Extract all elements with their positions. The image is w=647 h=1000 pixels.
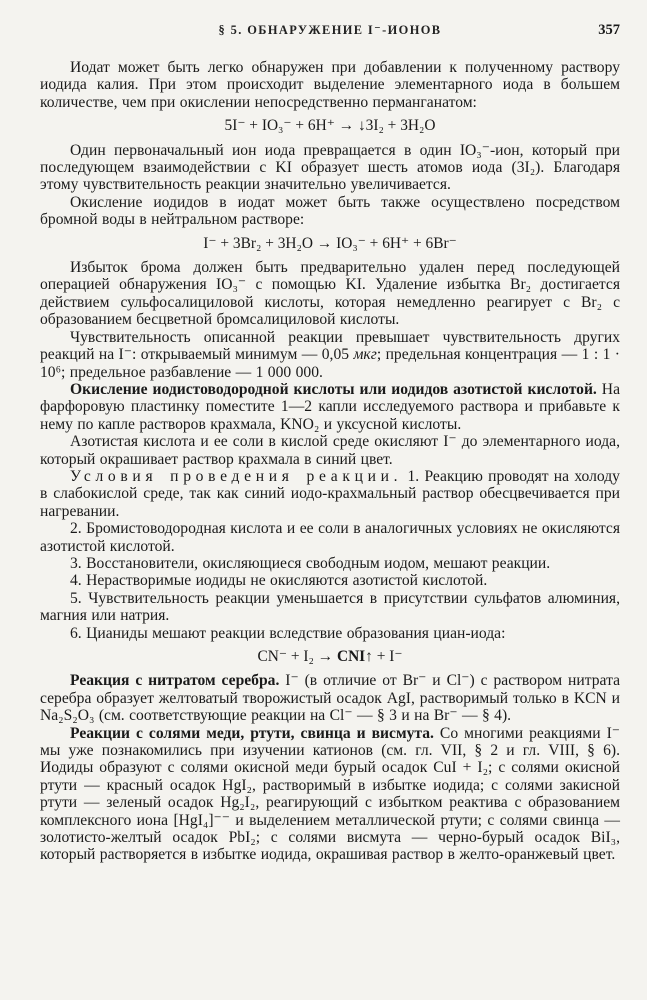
equation-cyanide xyxy=(40,648,620,665)
cyanide-eq-right: + I⁻ xyxy=(372,648,403,665)
paragraph-sensitivity xyxy=(40,329,620,381)
nitrous-oxidation-lead: Окисление иодистоводородной кислоты или иодидов азотистой кислотой. xyxy=(70,380,597,398)
metal-salts-lead: Реакции с солями меди, ртути, свинца и висмута. xyxy=(70,724,434,742)
conditions-item-5: 5. Чувствительность реакции уменьшается в присутствии сульфатов алюминия, магния или натрия. xyxy=(40,589,620,625)
conditions-item-1: 1. Реакцию проводят на холоду в слабокислой среде, так как синий иодо-крахмальный раствор обесцвечивается при нагревании. xyxy=(40,467,620,520)
cyanide-eq-left: CN⁻ + I₂ → xyxy=(257,648,337,665)
sensitivity-text-start: Чувствительность описанной реакции превышает чувствительность других реакций на I⁻: открываемый минимум — 0,05 xyxy=(40,328,620,364)
paragraph-io3-ion: Один первоначальный ион иода превращается в один IO₃⁻-ион, который при последующем взаимодействии с KI образует шесть атомов иода (3I₂). Благодаря этому чувствительность реакции значительно увеличивается. xyxy=(40,141,620,194)
paragraph-metal-salts xyxy=(40,725,620,864)
paragraph-reaction-conditions xyxy=(40,468,620,520)
equation-bromine-oxidation: I⁻ + 3Br₂ + 3H₂O → IO₃⁻ + 6H⁺ + 6Br⁻ xyxy=(203,234,457,252)
equation-iodate-reduction: 5I⁻ + IO₃⁻ + 6H⁺ → ↓3I₂ + 3H₂O xyxy=(224,117,436,135)
page-number: 357 xyxy=(598,22,620,38)
sensitivity-text-end: ; предельная концентрация — 1 : 1 · 10⁶; предельное разбавление — 1 000 000. xyxy=(40,346,620,381)
unit-mkg-italic: мкг xyxy=(353,346,377,364)
cyanide-eq-product: CNI↑ xyxy=(336,648,373,665)
nitrous-oxidation-rest: На фарфоровую пластинку поместите 1—2 капли исследуемого раствора и прибавьте к нему по капле растворов крахмала, KNO₂ и уксусной кислоты. xyxy=(40,380,620,433)
conditions-item-6: 6. Цианиды мешают реакции вследствие образования циан-иода: xyxy=(70,624,506,642)
conditions-item-3: 3. Восстановители, окисляющиеся свободным иодом, мешают реакции. xyxy=(70,554,551,572)
paragraph-nitrous-acid-action: Азотистая кислота и ее соли в кислой среде окисляют I⁻ до элементарного иода, который окрашивает раствор крахмала в синий цвет. xyxy=(40,433,620,468)
paragraph-silver-nitrate xyxy=(40,672,620,724)
page-body xyxy=(40,59,620,864)
paragraph-excess-bromine: Избыток брома должен быть предварительно удален перед последующей операцией обнаружения IO₃⁻ с помощью KI. Удаление избытка Br₂ достигается действием сульфосалициловой кислоты, которая немедленно реагирует с Br₂ с образованием бесцветной бромсалициловой кислоты. xyxy=(40,259,620,329)
paragraph-bromine-water: Окисление иодидов в иодат может быть также осуществлено посредством бромной воды в нейтральном растворе: xyxy=(40,193,620,229)
metal-salts-rest: Со многими реакциями I⁻ мы уже познакомились при изучении катионов (см. гл. VII, § 2 и гл. VIII, § 6). Иодиды образуют с солями окисной меди бурый осадок CuI + I₂; с солями окисной ртути — красный осадок HgI₂, растворимый в избытке иодида; с солями закисной ртути — зеленый осадок Hg₂I₂, реагирующий с избытком реактива с образованием комплексного иона [HgI₄]⁻⁻ и выделением металлической ртути; с солями свинца — золотисто-желтый осадок PbI₂; с солями висмута — черно-бурый осадок BiI₃, который растворяется в избытке иодида, окрашивая раствор в желто-оранжевый цвет. xyxy=(40,724,620,864)
conditions-item-2: 2. Бромистоводородная кислота и ее соли в аналогичных условиях не окисляются азотистой кислотой. xyxy=(40,520,620,555)
silver-nitrate-lead: Реакция с нитратом серебра. xyxy=(70,672,280,690)
paragraph-nitrous-oxidation xyxy=(40,381,620,433)
paragraph-iodate-detection: Иодат может быть легко обнаружен при добавлении к полученному раствору иодида калия. При этом происходит выделение элементарного иода в большем количестве, чем при окислении непосредственно перманганатом: xyxy=(40,59,620,111)
running-head xyxy=(40,22,620,40)
conditions-heading: Условия проведения реакции. xyxy=(70,467,403,485)
section-title: § 5. ОБНАРУЖЕНИЕ I⁻-ИОНОВ xyxy=(218,23,442,37)
conditions-item-4: 4. Нерастворимые иодиды не окисляются азотистой кислотой. xyxy=(70,572,488,590)
silver-nitrate-rest: I⁻ (в отличие от Br⁻ и Cl⁻) с раствором нитрата серебра образует желтоватый творожистый осадок AgI, растворимый только в KCN и Na₂S₂O₃ (см. соответствующие реакции на Cl⁻ — § 3 и на Br⁻ — § 4). xyxy=(40,672,620,725)
